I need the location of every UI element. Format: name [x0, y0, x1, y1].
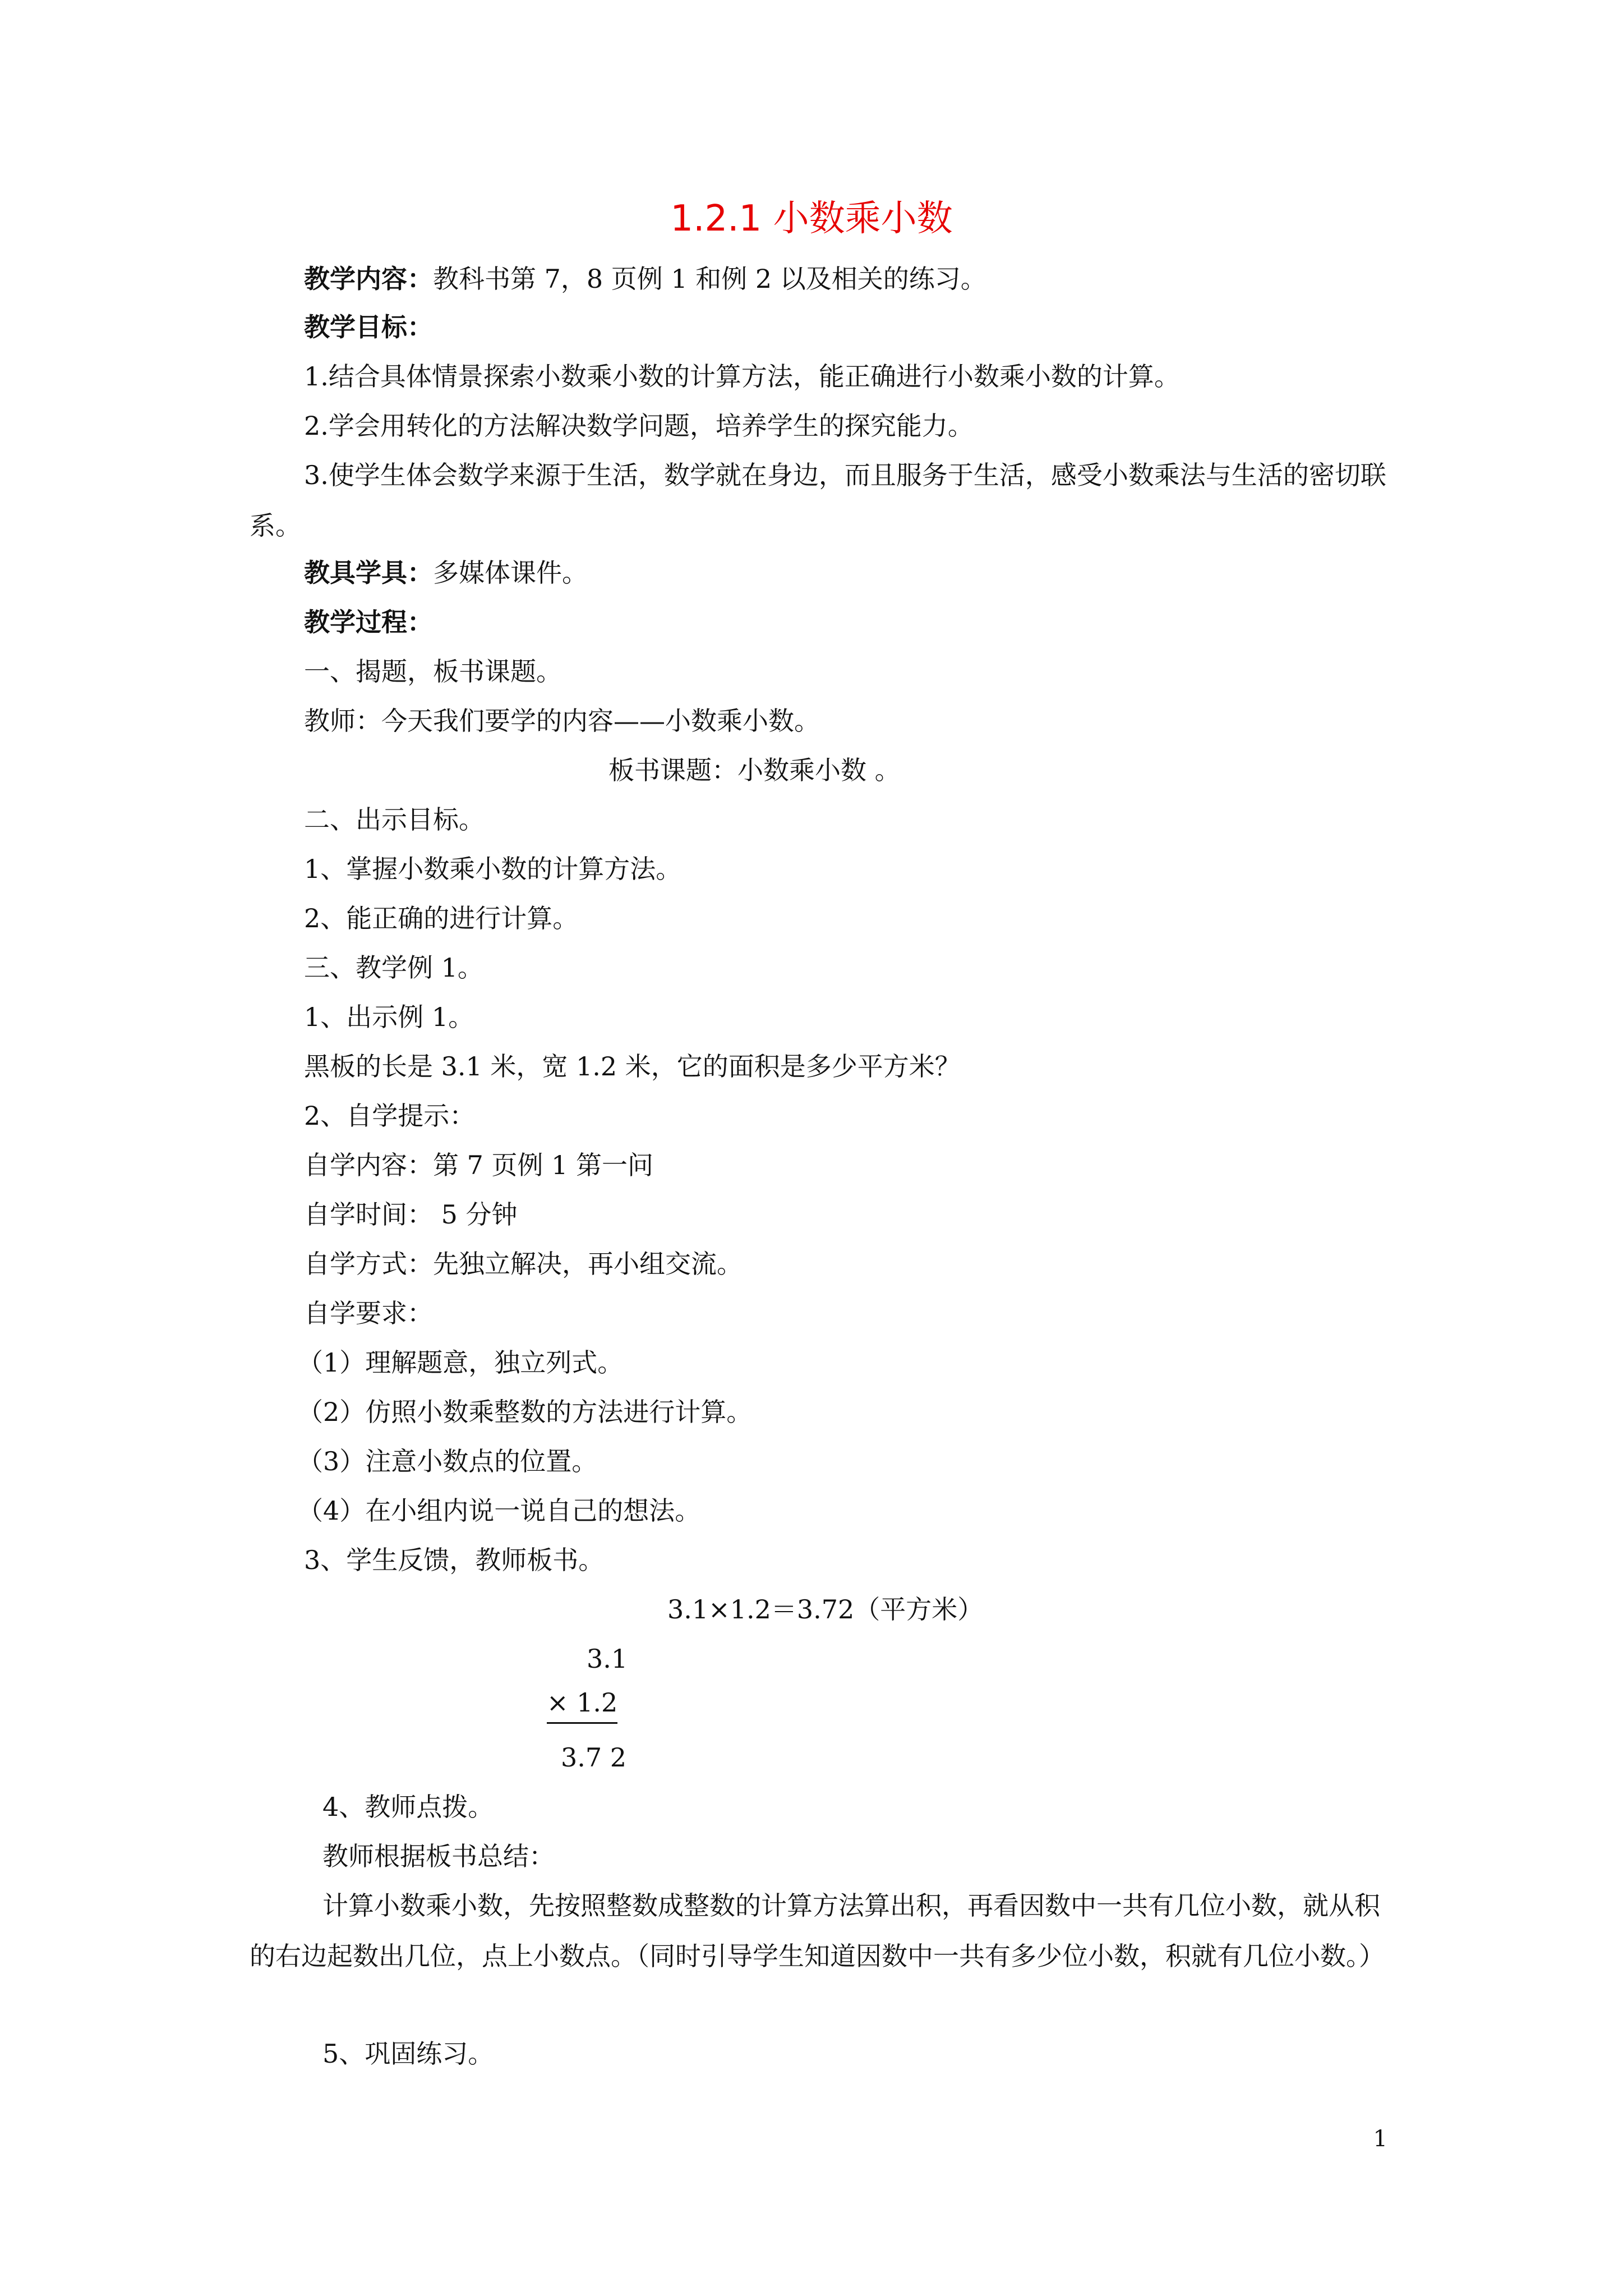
- requirement-3: （3）注意小数点的位置。: [297, 1446, 598, 1476]
- page-title: 1.2.1 小数乘小数: [670, 198, 953, 240]
- step-3: 3、学生反馈，教师板书。: [304, 1545, 605, 1575]
- requirement-2: （2）仿照小数乘整数的方法进行计算。: [297, 1397, 753, 1427]
- step-5: 5、巩固练习。: [322, 2039, 494, 2069]
- requirement-1: （1）理解题意，独立列式。: [297, 1347, 624, 1378]
- content-label: 教学内容：: [304, 264, 433, 294]
- teaching-tools: [304, 547, 1392, 598]
- goal-2: 2.学会用转化的方法解决数学问题，培养学生的探究能力。: [304, 411, 974, 441]
- vertical-product: 3.7 2: [561, 1742, 627, 1773]
- equation: 3.1×1.2＝3.72（平方米）: [667, 1594, 984, 1625]
- tools-text: 多媒体课件。: [433, 558, 588, 588]
- step-1: 1、出示例 1。: [304, 1002, 474, 1032]
- objective-2: 2、能正确的进行计算。: [304, 903, 579, 933]
- summary-text: 计算小数乘小数，先按照整数成整数的计算方法算出积，再看因数中一共有几位小数，就从积的右边起数出几位，点上小数点。（同时引导学生知道因数中一共有多少位小数，积就有几位小数。）: [250, 1890, 1385, 1971]
- teacher-line: 教师：今天我们要学的内容——小数乘小数。: [304, 706, 820, 736]
- step-4: 4、教师点拨。: [322, 1792, 494, 1822]
- goal-3: 3.使学生体会数学来源于生活，数学就在身边，而且服务于生活，感受小数乘法与生活的密切联系。: [250, 460, 1386, 541]
- self-study-requirements: 自学要求：: [304, 1298, 433, 1328]
- goals-heading: 教学目标：: [304, 312, 433, 342]
- objective-1: 1、掌握小数乘小数的计算方法。: [304, 854, 682, 884]
- self-study-way: 自学方式：先独立解决，再小组交流。: [304, 1249, 743, 1279]
- requirement-4: （4）在小组内说一说自己的想法。: [297, 1496, 701, 1526]
- teaching-content: [304, 254, 1392, 304]
- section-2: 二、出示目标。: [304, 804, 485, 835]
- page-number: 1: [1373, 2126, 1387, 2152]
- tools-label: 教具学具：: [304, 558, 433, 588]
- vertical-multiplier: × 1.2: [547, 1683, 617, 1724]
- vertical-multiplicand: 3.1: [587, 1644, 628, 1674]
- process-heading: 教学过程：: [304, 607, 433, 637]
- goal-1: 1.结合具体情景探索小数乘小数的计算方法，能正确进行小数乘小数的计算。: [304, 361, 1180, 392]
- content-text: 教科书第 7，8 页例 1 和例 2 以及相关的练习。: [433, 264, 986, 294]
- self-study-content: 自学内容：第 7 页例 1 第一问: [304, 1150, 654, 1180]
- summary-intro: 教师根据板书总结：: [322, 1841, 555, 1871]
- step-2: 2、自学提示：: [304, 1101, 476, 1131]
- section-1: 一、揭题，板书课题。: [304, 656, 562, 687]
- self-study-time: 自学时间： 5 分钟: [304, 1199, 518, 1230]
- section-3: 三、教学例 1。: [304, 953, 483, 983]
- board-title: 板书课题：小数乘小数 。: [608, 755, 901, 785]
- example-problem: 黑板的长是 3.1 米，宽 1.2 米，它的面积是多少平方米？: [304, 1051, 961, 1082]
